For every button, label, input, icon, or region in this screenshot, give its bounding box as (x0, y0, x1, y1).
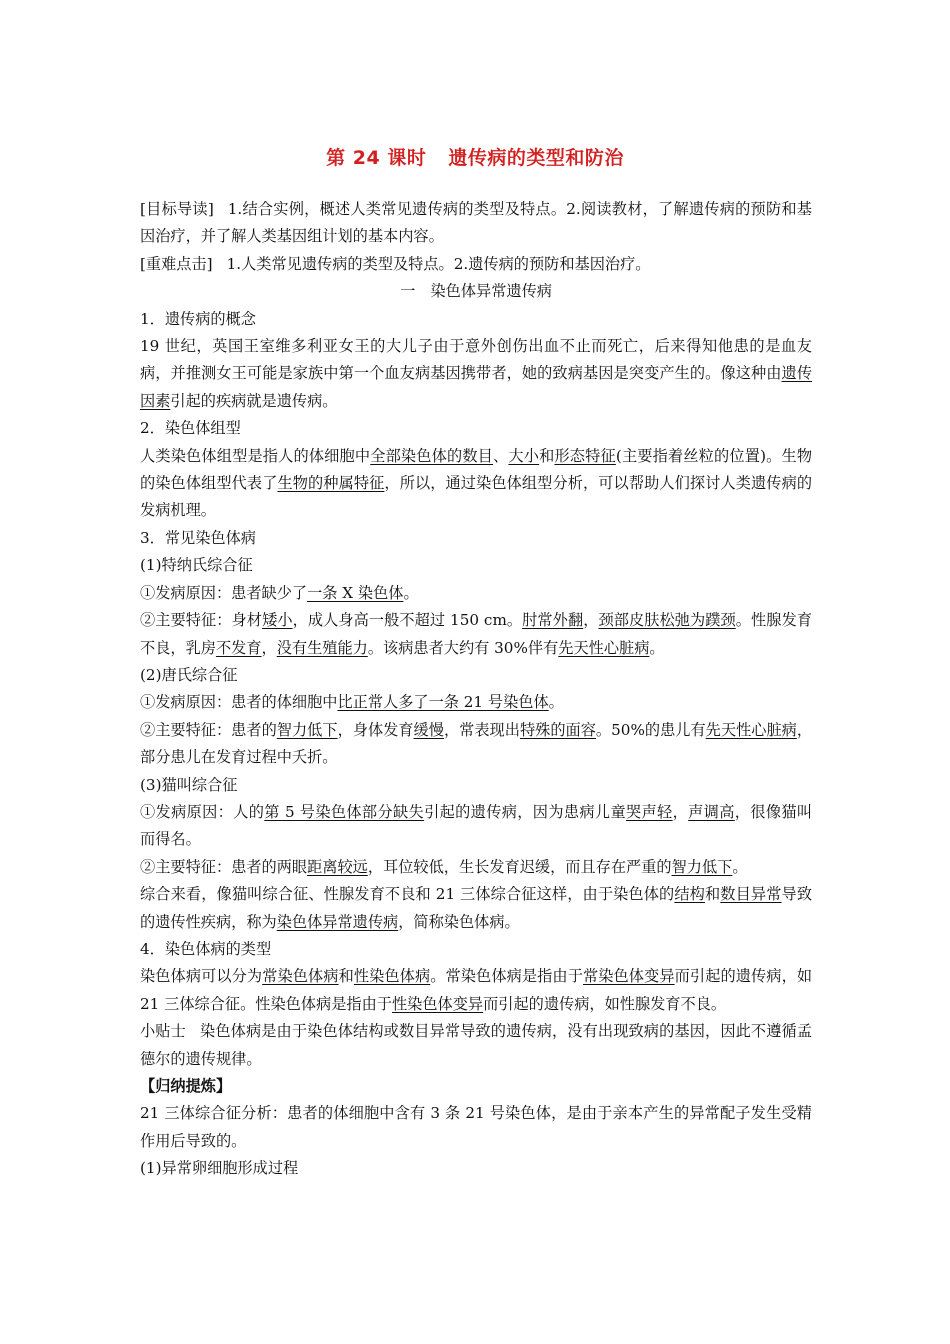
goals-text: 1.结合实例，概述人类常见遗传病的类型及特点。2.阅读教材，了解遗传病的预防和基因治疗，并了解人类基因组计划的基本内容。 (140, 200, 812, 246)
text-span: ，所以，通过染色体组型分析，可以帮助人们探讨人类遗传病的发病机理。 (140, 474, 813, 520)
blank-answer: 距离较远 (307, 857, 368, 876)
blank-answer: 生物的种属特征 (277, 474, 385, 493)
text-span: ，耳位较低，生长发育迟缓，而且存在严重的 (367, 857, 672, 876)
blank-answer: 一条 X 染色体 (307, 583, 404, 602)
blank-answer: 常染色体病 (262, 967, 339, 986)
text-span: 。该病患者大约有 30%伴有 (367, 638, 559, 657)
text-span: 。常染色体病是指由于 (430, 967, 583, 986)
heading-genetic-disease-concept: 1．遗传病的概念 (140, 309, 256, 328)
blank-answer: 形态特征 (554, 446, 616, 465)
blank-answer: 先天性心脏病 (558, 638, 650, 657)
text-span: 和 (338, 967, 354, 986)
text-span: 和 (704, 885, 721, 904)
blank-answer: 智力低下 (671, 857, 733, 876)
text-span: 和 (539, 446, 555, 465)
text-span: 染色体病可以分为 (140, 967, 263, 986)
heading-chromosome-disease-types: 4．染色体病的类型 (140, 939, 272, 958)
blank-answer: 结构 (674, 885, 705, 904)
text-span: ，很像猫叫而得名。 (140, 802, 813, 849)
text-span: 引起的遗传病，因为患病儿童 (424, 802, 626, 821)
tip-text: 染色体病是由于染色体结构或数目异常导致的遗传病，没有出现致病的基因，因此不遵循孟德尔的遗传规律。 (140, 1022, 813, 1068)
heading-turner-syndrome: (1)特纳氏综合征 (140, 556, 253, 575)
goals-label: [目标导读] (140, 200, 214, 218)
blank-answer: 常染色体变异 (582, 967, 675, 986)
text-span: 。 (548, 693, 564, 712)
text-span: ②主要特征：患者的两眼 (140, 857, 308, 876)
heading-common-chromosome-diseases: 3．常见染色体病 (140, 528, 256, 547)
text-span: ①发病原因：人的 (140, 802, 265, 821)
genetic-disease-concept-paragraph (140, 333, 812, 415)
text-span: 导致的遗传性疾病，称为 (140, 885, 813, 931)
text-span: 、 (493, 446, 509, 465)
title-topic: 遗传病的类型和防治 (448, 147, 624, 169)
text-span: ， (583, 611, 599, 630)
chromosome-disease-types-paragraph (140, 963, 812, 1018)
down-cause (140, 689, 812, 716)
text-span: ，简称染色体病。 (398, 912, 520, 931)
blank-answer: 特殊的面容 (519, 720, 596, 739)
text-span: (主要指着丝粒的位置)。生物的染色体组型代表了 (140, 446, 813, 493)
section-heading: 一 染色体异常遗传病 (400, 282, 552, 301)
text-span: 。 (403, 583, 419, 602)
cat-features (140, 854, 812, 881)
document-body (140, 196, 812, 1183)
text-span: 。性腺发育不良，乳房 (140, 611, 813, 657)
text-span: ， (261, 638, 277, 657)
blank-answer: 缓慢 (413, 720, 444, 739)
heading-down-syndrome: (2)唐氏综合征 (140, 665, 238, 684)
cat-cause (140, 799, 812, 854)
blank-answer: 没有生殖能力 (276, 638, 368, 657)
blank-answer: 声调高 (688, 802, 735, 821)
blank-answer: 比正常人多了一条 21 号染色体 (337, 693, 549, 712)
text-span: 而引起的遗传病，如 21 三体综合征。性染色体病是指由于 (140, 967, 813, 1013)
text-span: ， (672, 802, 689, 821)
text-span: 人类染色体组型是指人的体细胞中 (140, 446, 371, 465)
focus-paragraph (140, 251, 812, 278)
blank-answer: 大小 (508, 446, 540, 465)
text-span: ，身体发育 (337, 720, 414, 739)
text-span: ①发病原因：患者缺少了 (140, 583, 308, 602)
blank-answer: 不发育 (215, 638, 262, 657)
text-span: ②主要特征：身材 (140, 611, 263, 630)
text-span: 。 (649, 638, 665, 657)
goals-paragraph (140, 196, 812, 251)
blank-answer: 性染色体变异 (391, 994, 484, 1013)
blank-answer: 性染色体病 (353, 967, 431, 986)
blank-answer: 哭声轻 (625, 802, 673, 821)
title-lesson-number: 第 24 课时 (326, 147, 427, 169)
trisomy-analysis-paragraph: 21 三体综合征分析：患者的体细胞中含有 3 条 21 号染色体，是由于亲本产生的异常配子发生受精作用后导致的。 (140, 1104, 812, 1150)
turner-cause (140, 580, 812, 607)
blank-answer: 染色体异常遗传病 (276, 912, 399, 931)
text-span: 。 (732, 857, 748, 876)
text-span: 引起的疾病就是遗传病。 (170, 391, 338, 410)
focus-text: 1.人类常见遗传病的类型及特点。2.遗传病的预防和基因治疗。 (226, 254, 651, 273)
blank-answer: 全部染色体的数目 (370, 446, 494, 465)
text-span: ，常表现出 (443, 720, 520, 739)
blank-answer: 先天性心脏病 (705, 720, 797, 739)
text-span: ，部分患儿在发育过程中夭折。 (140, 720, 813, 767)
page-title (0, 143, 950, 170)
blank-answer: 遗传因素 (140, 364, 813, 410)
abnormal-egg-formation-heading: (1)异常卵细胞形成过程 (140, 1159, 299, 1178)
text-span: ，成人身高一般不超过 150 cm。 (292, 611, 523, 630)
blank-answer: 第 5 号染色体部分缺失 (264, 802, 425, 821)
heading-karyotype: 2．染色体组型 (140, 419, 241, 438)
text-span: 19 世纪，英国王室维多利亚女王的大儿子由于意外创伤出血不止而死亡，后来得知他患的是血友病，并推测女王可能是家族中第一个血友病基因携带者，她的致病基因是突变产生的。像这种由 (140, 337, 812, 383)
karyotype-paragraph (140, 443, 812, 525)
blank-answer: 肘常外翻 (522, 611, 584, 630)
text-span: 而引起的遗传病，如性腺发育不良。 (483, 994, 727, 1013)
summary-label: 【归纳提炼】 (140, 1077, 232, 1095)
focus-label: [重难点击] (140, 254, 213, 273)
text-span: 综合来看，像猫叫综合征、性腺发育不良和 21 三体综合征这样，由于染色体的 (140, 885, 675, 904)
chromosome-disease-summary (140, 881, 812, 936)
text-span: 。50%的患儿有 (595, 720, 706, 739)
text-span: ②主要特征：患者的 (140, 720, 277, 739)
blank-answer: 数目异常 (720, 885, 782, 904)
turner-features (140, 607, 812, 662)
heading-cri-du-chat: (3)猫叫综合征 (140, 775, 238, 794)
down-features (140, 717, 812, 772)
text-span: ①发病原因：患者的体细胞中 (140, 693, 338, 712)
tip-label: 小贴士 (140, 1022, 186, 1041)
blank-answer: 颈部皮肤松弛为蹼颈 (598, 611, 736, 630)
blank-answer: 智力低下 (276, 720, 338, 739)
tip-paragraph (140, 1018, 812, 1073)
blank-answer: 矮小 (262, 611, 293, 630)
